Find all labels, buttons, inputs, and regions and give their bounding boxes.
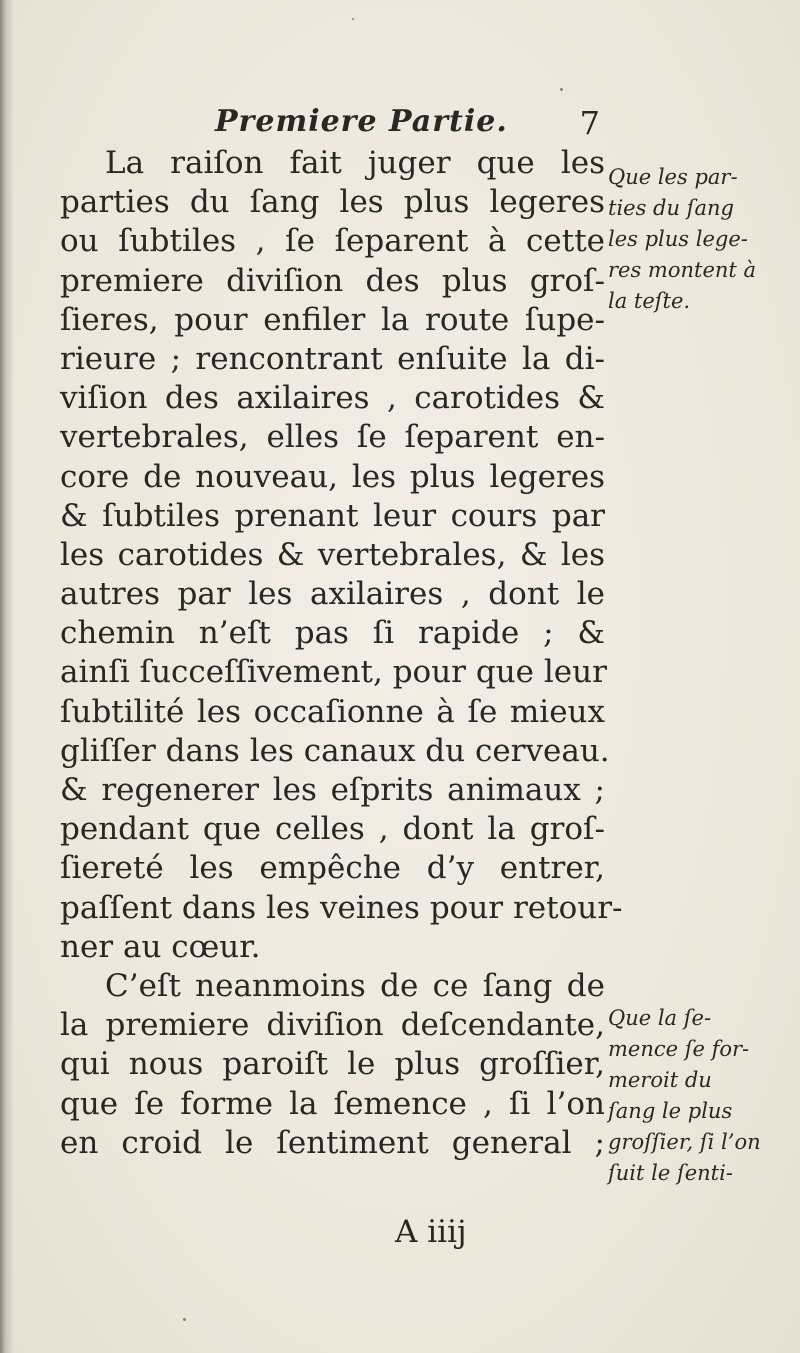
text-line: viſion des axilaires , carotides & [60,380,605,417]
text-line: ſiereté les empêche d’y entrer, [60,850,605,887]
text-line: core de nouveau, les plus legeres [60,458,605,495]
margin-note-line: ties du ſang [608,196,734,220]
running-head-title: Premiere Partie. [215,104,508,139]
text-line: premiere diviſion des plus groſ- [60,262,605,299]
paper-speck [183,1318,186,1321]
text-line: & ſubtiles prenant leur cours par [60,497,605,534]
text-line: les carotides & vertebrales, & les [60,536,605,573]
text-line: & regenerer les eſprits animaux ; [60,772,605,808]
text-line: ainſi ſucceſſivement, pour que leur [60,654,607,691]
text-line: ner au cœur. [60,928,261,965]
text-line: C’eſt neanmoins de ce ſang de [105,967,605,1004]
text-line: autres par les axilaires , dont le [60,576,605,613]
text-line: ſubtilité les occaſionne à ſe mieux [60,693,605,730]
paper-speck [560,88,563,91]
text-line: en croid le ſentiment general ; [60,1124,605,1161]
text-line: la premiere diviſion deſcendante, [60,1007,605,1044]
text-line: que ſe forme la ſemence , ſi l’on [60,1085,605,1122]
text-line: chemin n’eſt pas ſi rapide ; & [60,615,605,652]
running-head [60,104,600,148]
margin-note-line: res montent à [608,258,757,282]
margin-note-line: Que les par- [608,165,738,189]
margin-note [608,162,798,317]
text-line: gliſſer dans les canaux du cerveau. [60,732,610,769]
text-line: rieure ; rencontrant enſuite la di- [60,340,605,377]
body-text [60,144,623,1163]
paper-speck [352,18,354,20]
text-line: paſſent dans les veines pour retour- [60,889,623,926]
margin-note-line: mence ſe for- [608,1037,750,1061]
margin-note-line: ſuit le ſenti- [608,1161,733,1185]
text-line: qui nous paroiſt le plus groſſier, [60,1046,605,1083]
signature-mark: A iiij [395,1214,467,1250]
text-line: vertebrales, elles ſe ſeparent en- [60,419,605,456]
margin-note [608,1003,798,1189]
text-line: La raiſon fait juger que les [105,145,605,181]
text-line: ou ſubtiles , ſe ſeparent à cette [60,223,605,260]
text-line: pendant que celles , dont la groſ- [60,811,605,848]
margin-note-line: groſſier, ſi l’on [608,1130,761,1154]
margin-note-line: la teſte. [608,289,691,313]
margin-note-line: les plus lege- [608,227,748,251]
margin-note-line: Que la ſe- [608,1006,712,1030]
page-number: 7 [579,104,600,142]
margin-note-line: meroit du [608,1068,712,1092]
text-line: parties du ſang les plus legeres [60,184,605,221]
margin-note-line: ſang le plus [608,1099,733,1123]
text-line: ſieres, pour enfiler la route ſupe- [60,301,605,338]
page-spine-shadow [0,0,14,1353]
